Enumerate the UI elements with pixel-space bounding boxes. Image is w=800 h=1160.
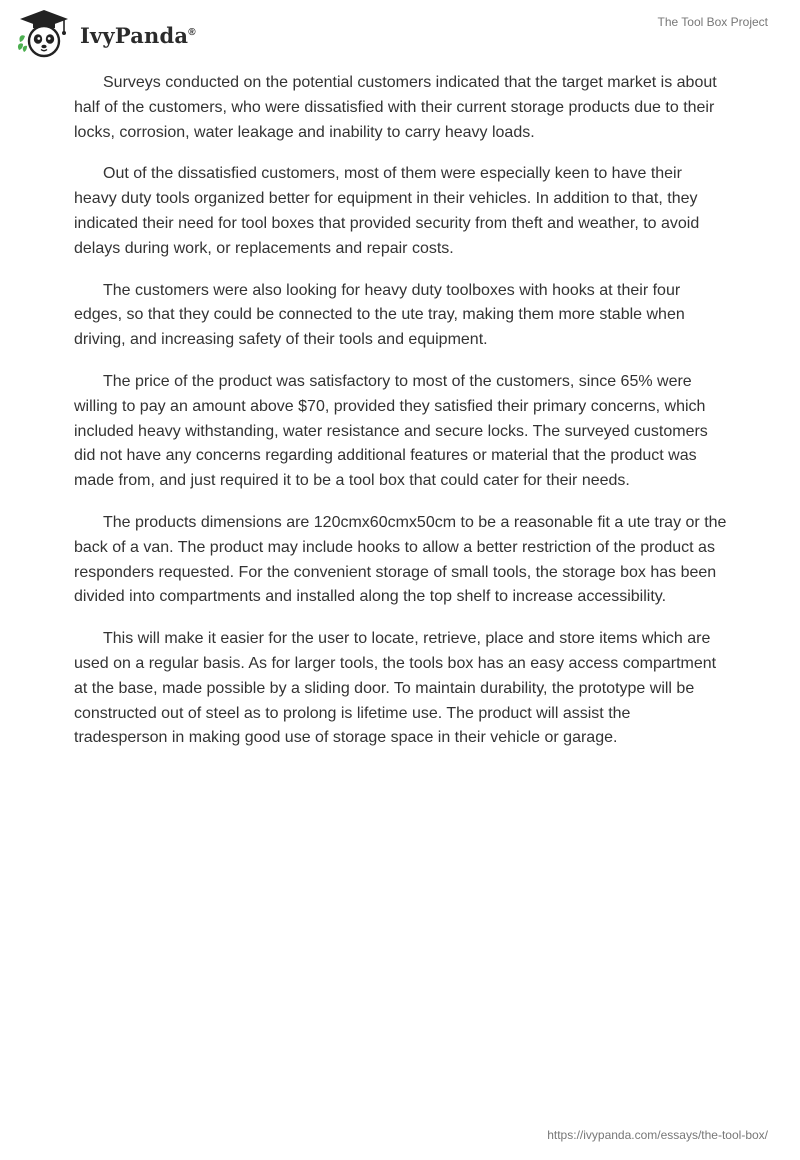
- paragraph: The products dimensions are 120cmx60cmx50cm to be a reasonable fit a ute tray or the back of a van. The product may include hooks to allow a better restriction of the product as responders requested. For the convenient storage of small tools, the storage box has been divided into compartments and installed along the top shelf to increase accessibility.: [74, 513, 727, 606]
- paragraph: The price of the product was satisfactory to most of the customers, since 65% were willing to pay an amount above $70, provided they satisfied their primary concerns, which included heavy withstanding, water resistance and secure locks. The surveyed customers did not have any concerns regarding additional features or material that the product was made from, and just required it to be a tool box that could cater for their needs.: [74, 372, 708, 490]
- panda-graduate-logo-icon: [16, 8, 72, 58]
- brand-name: IvyPanda®: [80, 22, 196, 48]
- paragraph: Surveys conducted on the potential customers indicated that the target market is about half of the customers, who were dissatisfied with their current storage products due to their locks, corrosion, water leakage and inability to carry heavy loads.: [74, 74, 717, 141]
- essay-body: [74, 71, 728, 768]
- source-url[interactable]: https://ivypanda.com/essays/the-tool-box/: [547, 1128, 768, 1142]
- page-header: [0, 0, 800, 64]
- paragraph: The customers were also looking for heavy duty toolboxes with hooks at their four edges, so that they could be connected to the ute tray, making them more stable when driving, and increasing safety of their tools and equipment.: [74, 281, 685, 349]
- ivypanda-logo[interactable]: [16, 8, 196, 58]
- paragraph: This will make it easier for the user to locate, retrieve, place and store items which are used on a regular basis. As for larger tools, the tools box has an easy access compartment at the base, made possible by a sliding door. To maintain durability, the prototype will be constructed out of steel as to prolong is lifetime use. The product will assist the tradesperson in making good use of storage space in their vehicle or garage.: [74, 630, 717, 747]
- paragraph: Out of the dissatisfied customers, most of them were especially keen to have their heavy duty tools organized better for equipment in their vehicles. In addition to that, they indicated their need for tool boxes that provided security from theft and weather, to avoid delays during work, or replacements and repair costs.: [74, 165, 700, 257]
- document-title: The Tool Box Project: [657, 15, 768, 29]
- registered-mark: ®: [188, 26, 196, 38]
